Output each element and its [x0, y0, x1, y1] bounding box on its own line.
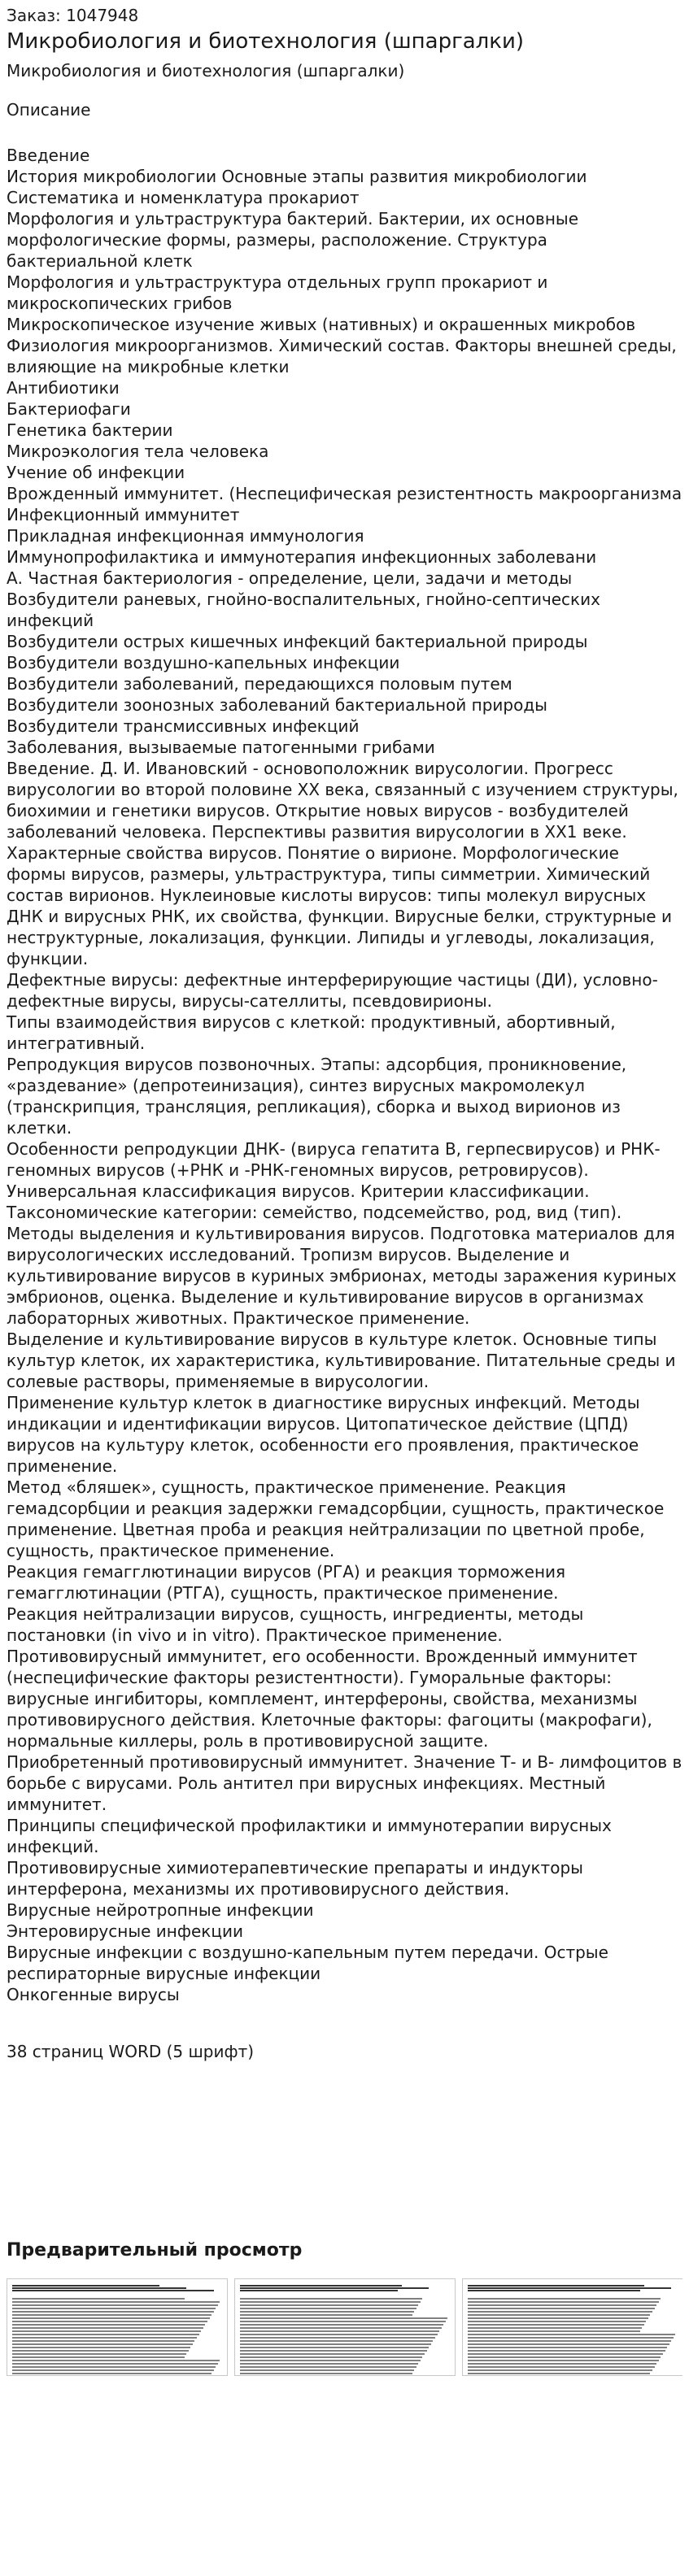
order-number: Заказ: 1047948 [7, 6, 139, 25]
preview-text-line [12, 2360, 220, 2361]
preview-text-line [468, 2301, 659, 2303]
toc-item: Иммунопрофилактика и иммунотерапия инфекционных заболевани [7, 547, 597, 567]
toc-item: Возбудители зоонозных заболеваний бактериальной природы [7, 695, 547, 715]
preview-text-line [240, 2321, 446, 2322]
preview-text-line [240, 2314, 412, 2316]
preview-header-line [12, 2290, 214, 2291]
page-title: Микробиология и биотехнология (шпаргалки) [7, 29, 525, 54]
preview-text-line [468, 2347, 667, 2348]
preview-text-line [240, 2369, 414, 2371]
preview-text-line [240, 2317, 447, 2319]
preview-text-line [12, 2366, 216, 2368]
toc-item: Морфология и ультраструктура отдельных групп прокариот и микроскопических грибов [7, 272, 548, 313]
toc-item: Методы выделения и культивирования вирусов. Подготовка материалов для вирусологических исследований. Тропизм вирусов. Выделение и культивирование вирусов в куриных эмбрионах, методы заражения куриных эмбрионов, оценка. Выделение и культивирование вирусов в организмах лабораторных животных. Практическое применение. [7, 1224, 677, 1328]
preview-text-line [12, 2369, 214, 2371]
preview-text-line [240, 2347, 429, 2348]
preview-text-line [240, 2350, 427, 2352]
preview-text-line [240, 2340, 433, 2342]
preview-text-line [12, 2334, 199, 2335]
toc-item: А. Частная бактериология - определение, цели, задачи и методы [7, 568, 573, 588]
toc-item: Систематика и номенклатура прокариот [7, 188, 360, 207]
preview-text-line [468, 2360, 659, 2361]
preview-header-line [468, 2287, 671, 2289]
toc-item: Возбудители острых кишечных инфекций бактериальной природы [7, 632, 588, 651]
preview-text-line [240, 2311, 414, 2313]
preview-text-line [240, 2308, 416, 2309]
toc-item: ДНК и вирусных РНК, их свойства, функции. Вирусные белки, структурные и неструктурные, локализация, функции. Липиды и углеводы, локализация, функции. [7, 907, 672, 968]
preview-text-line [240, 2363, 418, 2365]
preview-text-line [240, 2330, 439, 2332]
preview-page-thumbnail[interactable] [7, 2278, 228, 2376]
toc-item: Учение об инфекции [7, 463, 185, 482]
preview-text-line [468, 2314, 650, 2316]
preview-text-line [12, 2363, 218, 2365]
toc-item: Дефектные вирусы: дефектные интерферирующие частицы (ДИ), условно-дефектные вирусы, вирусы-сателлиты, псевдовирионы. [7, 970, 658, 1011]
preview-text-line [468, 2324, 644, 2326]
toc-item: Введение [7, 146, 90, 165]
toc-item: Возбудители раневых, гнойно-воспалительных, гнойно-септических инфекций [7, 590, 600, 630]
toc-item: Инфекционный иммунитет [7, 505, 240, 524]
toc-item: Вирусные нейротропные инфекции [7, 1900, 314, 1920]
preview-text-line [12, 2330, 201, 2332]
toc-item: Бактериофаги [7, 399, 131, 419]
preview-text-line [468, 2327, 642, 2329]
preview-text-line [240, 2298, 422, 2300]
preview-header-line [240, 2290, 398, 2291]
preview-text-line [468, 2321, 646, 2322]
preview-text-line [12, 2347, 190, 2348]
preview-heading: Предварительный просмотр [7, 2240, 303, 2261]
toc-item: Принципы специфической профилактики и иммунотерапии вирусных инфекций. [7, 1816, 612, 1856]
preview-text-line [12, 2373, 211, 2374]
toc-item: Вирусные инфекции с воздушно-капельным путем передачи. Острые респираторные вирусные инфекции [7, 1943, 608, 1983]
preview-text-line [468, 2363, 656, 2365]
toc-item: Микроэкология тела человека [7, 442, 269, 461]
preview-text-line [240, 2353, 425, 2355]
preview-text-line [240, 2360, 421, 2361]
preview-text-line [468, 2311, 652, 2313]
preview-text-line [240, 2337, 435, 2339]
preview-text-line [12, 2301, 220, 2303]
preview-text-line [468, 2337, 674, 2339]
preview-text-line [468, 2298, 661, 2300]
preview-text-line [468, 2369, 652, 2371]
preview-text-line [468, 2350, 665, 2352]
preview-text-line [468, 2334, 675, 2335]
preview-text-line [12, 2343, 193, 2345]
toc-item: Реакция нейтрализации вирусов, сущность, ингредиенты, методы постановки (in vivo и in vitro). Практическое применение. [7, 1604, 584, 1645]
preview-text-line [468, 2356, 661, 2358]
page-subtitle: Микробиология и биотехнология (шпаргалки) [7, 61, 405, 80]
toc-item: Введение. Д. И. Ивановский - основоположник вирусологии. Прогресс вирусологии во второй половине ХХ века, связанный с изучением структуры, биохимии и генетики вирусов. Открытие новых вирусов - возбудителей заболеваний человека. Перспективы развития вирусологии в ХХ1 веке. [7, 759, 678, 842]
preview-text-line [240, 2301, 421, 2303]
table-of-contents [7, 145, 682, 2005]
preview-text-line [12, 2308, 216, 2309]
toc-item: Приобретенный противовирусный иммунитет. Значение Т- и В- лимфоцитов в борьбе с вирусами. Роль антител при вирусных инфекциях. Местный иммунитет. [7, 1752, 682, 1814]
toc-item: Антибиотики [7, 378, 120, 398]
toc-item: Характерные свойства вирусов. Понятие о вирионе. Морфологические формы вирусов, размеры, ультраструктура, типы симметрии. Химический состав вирионов. Нуклеиновые кислоты вирусов: типы молекул вирусных [7, 843, 651, 905]
preview-text-line [12, 2340, 194, 2342]
preview-text-line [240, 2343, 431, 2345]
toc-item: Микроскопическое изучение живых (нативных) и окрашенных микробов [7, 315, 636, 334]
preview-text-line [468, 2343, 669, 2345]
preview-text-line [240, 2324, 443, 2326]
preview-text-line [468, 2317, 648, 2319]
preview-text-line [468, 2366, 655, 2368]
preview-text-line [12, 2321, 207, 2322]
toc-item: Выделение и культивирование вирусов в культуре клеток. Основные типы культур клеток, их характеристика, культивирование. Питательные среды и солевые растворы, применяемые в вирусологии. [7, 1329, 676, 1391]
preview-text-line [240, 2304, 418, 2306]
toc-item: Применение культур клеток в диагностике вирусных инфекций. Методы индикации и идентификации вирусов. Цитопатическое действие (ЦПД) вирусов на культуру клеток, особенности его проявления, практическое применение. [7, 1393, 640, 1476]
preview-text-line [12, 2353, 186, 2355]
preview-header-line [468, 2285, 644, 2287]
preview-text-line [468, 2340, 671, 2342]
description-heading: Описание [7, 100, 91, 120]
toc-item: Возбудители заболеваний, передающихся половым путем [7, 674, 512, 694]
toc-item: Возбудители воздушно-капельных инфекции [7, 653, 400, 672]
preview-text-line [12, 2317, 210, 2319]
toc-item: Реакция гемагглютинации вирусов (РГА) и реакция торможения гемагглютинации (РТГА), сущность, практическое применение. [7, 1562, 566, 1603]
toc-item: Морфология и ультраструктура бактерий. Бактерии, их основные морфологические формы, размеры, расположение. Структура бактериальной клетк [7, 209, 578, 271]
preview-text-line [12, 2350, 189, 2352]
toc-item: Типы взаимодействия вирусов с клеткой: продуктивный, абортивный, интегративный. [7, 1012, 616, 1053]
preview-text-line [240, 2334, 438, 2335]
pages-info: 38 страниц WORD (5 шрифт) [7, 2042, 255, 2061]
toc-item: Противовирусный иммунитет, его особенности. Врожденный иммунитет (неспецифические факторы резистентности). Гуморальные факторы: вирусные ингибиторы, комплемент, интерфероны, свойства, механизмы противовирусного действия. Клеточные факторы: фагоциты (макрофаги), нормальные киллеры, роль в противовирусной защите. [7, 1647, 652, 1751]
preview-text-line [12, 2327, 203, 2329]
preview-header-line [240, 2287, 429, 2289]
toc-item: Физиология микроорганизмов. Химический состав. Факторы внешней среды, влияющие на микробные клетки [7, 336, 677, 376]
preview-text-line [468, 2330, 640, 2332]
toc-item: Противовирусные химиотерапевтические препараты и индукторы интерферона, механизмы их противовирусного действия. [7, 1858, 583, 1899]
preview-text-line [12, 2324, 205, 2326]
preview-text-line [12, 2356, 185, 2358]
preview-text-line [12, 2304, 218, 2306]
preview-header-line [468, 2290, 640, 2291]
preview-text-line [468, 2353, 663, 2355]
preview-strip [7, 2278, 682, 2376]
preview-header-line [12, 2287, 186, 2289]
toc-item: Метод «бляшек», сущность, практическое применение. Реакция гемадсорбции и реакция задержки гемадсорбции, сущность, практическое применение. Цветная проба и реакция нейтрализации по цветной пробе, сущность, практическое применение. [7, 1477, 665, 1560]
toc-item: Возбудители трансмиссивных инфекций [7, 716, 360, 736]
preview-header-line [12, 2285, 159, 2287]
preview-page-thumbnail[interactable] [234, 2278, 456, 2376]
toc-item: Универсальная классификация вирусов. Критерии классификации. Таксономические категории: семейство, подсемейство, род, вид (тип). [7, 1181, 622, 1222]
preview-page-thumbnail[interactable] [462, 2278, 682, 2376]
preview-text-line [240, 2366, 416, 2368]
toc-item: Прикладная инфекционная иммунология [7, 526, 364, 546]
toc-item: Онкогенные вирусы [7, 1985, 180, 2004]
preview-text-line [468, 2304, 656, 2306]
preview-text-line [12, 2337, 197, 2339]
preview-text-line [468, 2308, 655, 2309]
toc-item: Особенности репродукции ДНК- (вируса гепатита В, герпесвирусов) и РНК-геномных вирусов (+РНК и -РНК-геномных вирусов, ретровирусов). [7, 1139, 661, 1180]
toc-item: Заболевания, вызываемые патогенными грибами [7, 738, 435, 757]
toc-item: История микробиологии Основные этапы развития микробиологии [7, 167, 587, 186]
preview-text-line [12, 2311, 214, 2313]
toc-item: Генетика бактерии [7, 420, 173, 440]
preview-header-line [240, 2285, 402, 2287]
preview-text-line [468, 2373, 650, 2374]
toc-item: Репродукция вирусов позвоночных. Этапы: адсорбция, проникновение, «раздевание» (депротеинизация), синтез вирусных макромолекул (транскрипция, трансляция, репликация), сборка и выход вирионов из клетки. [7, 1055, 627, 1138]
toc-item: Энтеровирусные инфекции [7, 1921, 243, 1941]
preview-text-line [12, 2314, 211, 2316]
preview-text-line [12, 2298, 185, 2300]
preview-text-line [240, 2373, 412, 2374]
toc-item: Врожденный иммунитет. (Неспецифическая резистентность макроорганизма [7, 484, 682, 503]
preview-text-line [240, 2356, 422, 2358]
preview-text-line [240, 2327, 442, 2329]
